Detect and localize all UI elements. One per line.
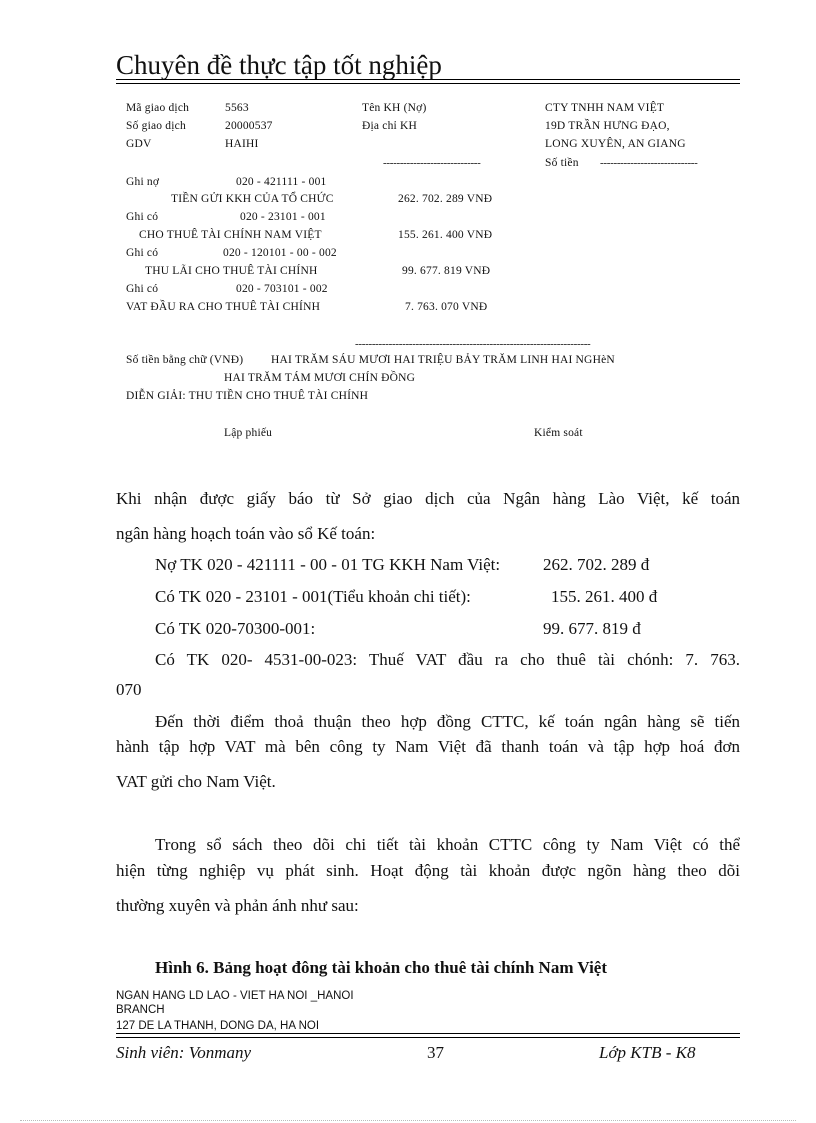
entry-co-1-label: Có TK 020 - 23101 - 001(Tiểu khoản chi tiết): bbox=[155, 587, 471, 606]
figure-title: Hình 6. Bảng hoạt đông tài khoản cho thuê tài chính Nam Việt bbox=[155, 958, 608, 977]
entry-co-1-amount: 155. 261. 400 đ bbox=[551, 587, 658, 606]
gdv-value: HAIHI bbox=[225, 138, 259, 150]
entry-co-3-line-2: 070 bbox=[116, 680, 142, 699]
so-tien-dashes: ----------------------------- bbox=[600, 157, 698, 169]
entry-code: 020 - 421111 - 001 bbox=[236, 176, 327, 188]
gdv-label: GDV bbox=[126, 138, 152, 150]
so-gd-label: Số giao dịch bbox=[126, 120, 186, 132]
dia-chi-label: Địa chỉ KH bbox=[362, 120, 418, 132]
paragraph-2-line-3: VAT gửi cho Nam Việt. bbox=[116, 772, 276, 791]
paragraph-1-line-2: ngân hàng hoạch toán vào sổ Kế toán: bbox=[116, 524, 376, 543]
ten-kh-value: CTY TNHH NAM VIỆT bbox=[545, 102, 665, 114]
ten-kh-label: Tên KH (Nợ) bbox=[362, 102, 427, 114]
entry-amount: 7. 763. 070 VNĐ bbox=[405, 301, 488, 313]
entry-type: Ghi nợ bbox=[126, 176, 160, 188]
paragraph-2-line-2: hành tập hợp VAT mà bên công ty Nam Việt đã thanh toán và tập hợp hoá đơn bbox=[116, 737, 740, 756]
paragraph-3-line-2: hiện từng nghiệp vụ phát sinh. Hoạt động tài khoản được ngõn hàng theo dõi bbox=[116, 861, 740, 880]
entry-code: 020 - 703101 - 002 bbox=[236, 283, 328, 295]
ma-gd-value: 5563 bbox=[225, 102, 249, 114]
so-tien-label: Số tiền bbox=[545, 157, 579, 169]
header-divider bbox=[116, 79, 740, 84]
entry-no-amount: 262. 702. 289 đ bbox=[543, 555, 650, 574]
page-bottom-edge bbox=[20, 1120, 796, 1121]
kiem-soat-signature: Kiểm soát bbox=[534, 427, 583, 439]
amount-words-line-2: HAI TRĂM TÁM MƯƠI CHÍN ĐỒNG bbox=[224, 372, 416, 384]
dien-giai: DIỄN GIẢI: THU TIỀN CHO THUÊ TÀI CHÍNH bbox=[126, 390, 369, 402]
entry-desc: VAT ĐẦU RA CHO THUÊ TÀI CHÍNH bbox=[126, 301, 321, 313]
entry-type: Ghi có bbox=[126, 211, 159, 223]
entry-desc: THU LÃI CHO THUÊ TÀI CHÍNH bbox=[145, 265, 318, 277]
entry-co-3-line-1: Có TK 020- 4531-00-023: Thuế VAT đầu ra cho thuê tài chónh: 7. 763. bbox=[155, 650, 740, 669]
entry-type: Ghi có bbox=[126, 247, 159, 259]
page-number: 37 bbox=[427, 1043, 444, 1062]
bank-name-line-1: NGAN HANG LD LAO - VIET HA NOI _HANOI bbox=[116, 990, 354, 1002]
paragraph-1-line-1: Khi nhận được giấy báo từ Sở giao dịch của Ngân hàng Lào Việt, kế toán bbox=[116, 489, 740, 508]
entry-code: 020 - 120101 - 00 - 002 bbox=[223, 247, 337, 259]
entry-no-label: Nợ TK 020 - 421111 - 00 - 01 TG KKH Nam Việt: bbox=[155, 555, 501, 574]
so-gd-value: 20000537 bbox=[225, 120, 273, 132]
entry-amount: 155. 261. 400 VNĐ bbox=[398, 229, 493, 241]
lap-phieu-signature: Lập phiếu bbox=[224, 427, 273, 439]
footer-divider bbox=[116, 1033, 740, 1038]
paragraph-2-line-1: Đến thời điểm thoả thuận theo hợp đồng CTTC, kế toán ngân hàng sẽ tiến bbox=[155, 712, 740, 731]
footer-class: Lớp KTB - K8 bbox=[599, 1043, 696, 1062]
entry-desc: CHO THUÊ TÀI CHÍNH NAM VIỆT bbox=[139, 229, 322, 241]
entry-co-2-amount: 99. 677. 819 đ bbox=[543, 619, 641, 638]
entry-co-2-label: Có TK 020-70300-001: bbox=[155, 619, 316, 638]
entry-amount: 99. 677. 819 VNĐ bbox=[402, 265, 491, 277]
address-line-1: 19D TRẦN HƯNG ĐẠO, bbox=[545, 120, 670, 132]
paragraph-3-line-3: thường xuyên và phản ánh như sau: bbox=[116, 896, 359, 915]
bank-name-line-2: BRANCH bbox=[116, 1004, 165, 1016]
entry-code: 020 - 23101 - 001 bbox=[240, 211, 326, 223]
words-label: Số tiền bằng chữ (VNĐ) bbox=[126, 354, 244, 366]
page-header-title: Chuyên đề thực tập tốt nghiệp bbox=[116, 50, 442, 80]
footer-student: Sinh viên: Vonmany bbox=[116, 1043, 252, 1062]
dashed-separator: ----------------------------- bbox=[383, 157, 481, 169]
bank-address: 127 DE LA THANH, DONG DA, HA NOI bbox=[116, 1020, 320, 1032]
entry-amount: 262. 702. 289 VNĐ bbox=[398, 193, 493, 205]
entry-desc: TIỀN GỬI KKH CỦA TỔ CHỨC bbox=[171, 193, 334, 205]
dashed-separator-long: ---------------------------------------------------------------------- bbox=[355, 338, 591, 350]
ma-gd-label: Mã giao dịch bbox=[126, 102, 190, 114]
paragraph-3-line-1: Trong sổ sách theo dõi chi tiết tài khoản CTTC công ty Nam Việt có thể bbox=[155, 835, 740, 854]
entry-type: Ghi có bbox=[126, 283, 159, 295]
address-line-2: LONG XUYÊN, AN GIANG bbox=[545, 138, 686, 150]
amount-words-line-1: HAI TRĂM SÁU MƯƠI HAI TRIỆU BẢY TRĂM LINH HAI NGHèN bbox=[271, 354, 615, 366]
